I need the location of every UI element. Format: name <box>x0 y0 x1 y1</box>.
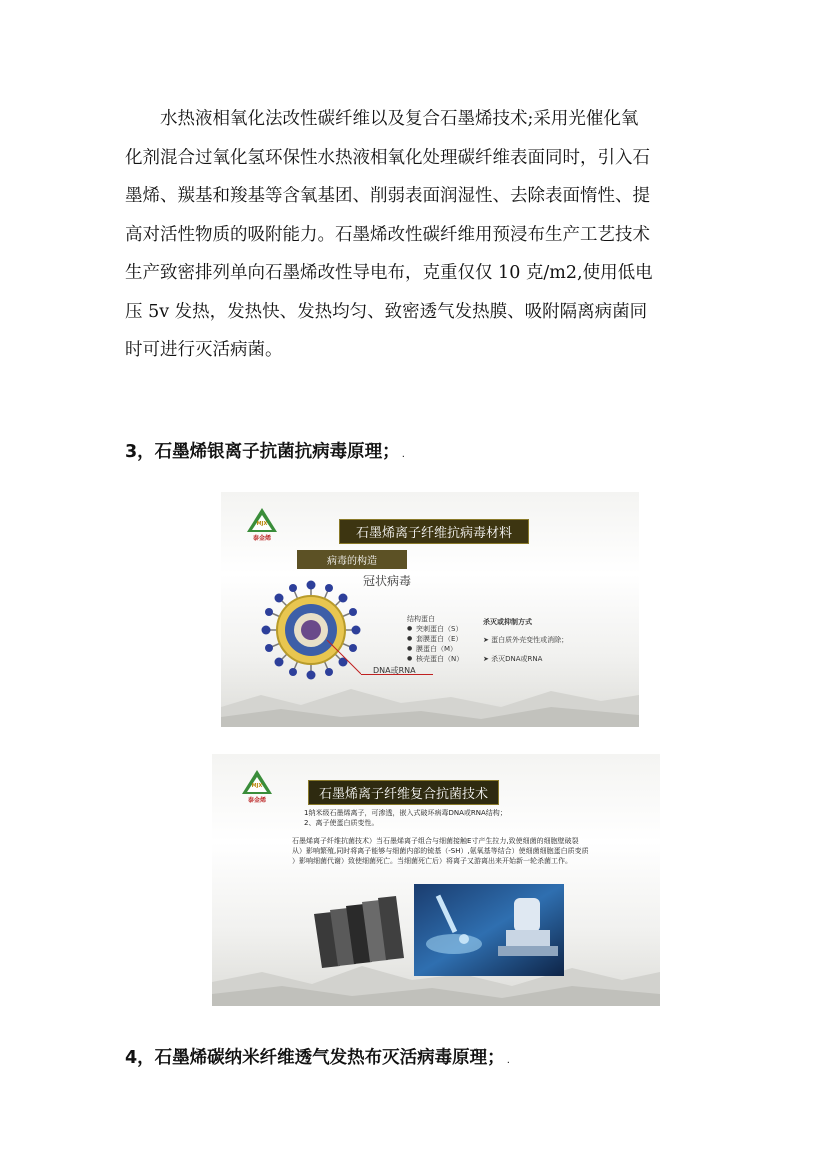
structure-item: ● 核壳蛋白（N） <box>416 654 463 664</box>
heading-text: 4，石墨烯碳纳米纤维透气发热布灭活病毒原理； <box>125 1048 505 1068</box>
section-heading-4 <box>125 1044 510 1069</box>
structure-list <box>407 614 463 664</box>
graphene-fabric-photo <box>310 894 410 970</box>
logo-text: 泰金烯 <box>247 797 266 804</box>
heading-mark: . <box>401 449 405 460</box>
point-item: 1纳米级石墨烯离子，可渗透，嵌入式破坏病毒DNA或RNA结构； <box>304 809 507 817</box>
slide-virus-structure <box>221 492 639 727</box>
mechanism-text: 石墨烯离子纤维抗菌技术）当石墨烯离子组合与细菌接触E寸产生拉力,致使细菌的细胞壁破裂 从）影响繁殖,同时将离子能够与细菌内部的锍基（-SH）,氨氧基等结合）使细菌细胞蛋白质变质 ）影响细菌代谢）致使细菌死亡。当细菌死亡后）将离子又游离出来开始新一轮杀菌工作。 <box>292 837 589 865</box>
coronavirus-illustration <box>261 580 361 680</box>
slide-sub-banner: 病毒的构造 <box>297 550 407 569</box>
company-logo: MJX 泰金烯 <box>242 770 272 804</box>
heading-mark: . <box>506 1055 510 1066</box>
kill-item: ➤ 杀灭DNA或RNA <box>483 655 543 663</box>
paragraph-line: 高对活性物质的吸附能力。石墨烯改性碳纤维用预浸布生产工艺技术 <box>125 224 650 245</box>
kill-item: ➤ 蛋白质外壳变性或消除； <box>483 636 569 644</box>
logo-text: 泰金烯 <box>252 535 271 542</box>
paragraph-line: 时可进行灭活病菌。 <box>125 340 283 360</box>
paragraph-line: 压 5v 发热，发热快、发热均匀、致密透气发热膜、吸附隔离病菌同 <box>125 301 648 322</box>
paragraph-line: 化剂混合过氧化氢环保性水热液相氧化处理碳纤维表面同时，引入石 <box>125 147 650 168</box>
paragraph-line: 生产致密排列单向石墨烯改性导电布，克重仅仅 10 克/m2,使用低电 <box>125 263 653 283</box>
heading-text: 3，石墨烯银离子抗菌抗病毒原理； <box>125 442 400 462</box>
structure-item: ● 套膜蛋白（E） <box>416 634 463 644</box>
structure-title: 结构蛋白 <box>407 615 435 623</box>
dna-label: DNA或RNA <box>373 666 416 675</box>
kill-methods <box>483 617 568 664</box>
slide-banner: 石墨烯离子纤维抗病毒材料 <box>339 519 529 544</box>
paragraph-line: 水热液相氧化法改性碳纤维以及复合石墨烯技术;采用光催化氧 <box>160 109 639 129</box>
section-heading-3 <box>125 438 405 463</box>
microscope-lab-photo <box>414 884 564 976</box>
structure-item: ● 膜蛋白（M） <box>416 644 463 654</box>
slide-antibacterial-tech <box>212 754 660 1006</box>
paragraph-line: 墨烯、羰基和羧基等含氧基团、削弱表面润湿性、去除表面惰性、提 <box>125 186 650 206</box>
point-item: 2、离子使蛋白质变性。 <box>304 818 379 827</box>
body-paragraph <box>125 100 703 370</box>
mountain-backdrop <box>221 677 639 727</box>
kill-title: 杀灭或抑制方式 <box>483 618 532 626</box>
company-logo: MJX 泰金烯 <box>247 508 277 542</box>
slide-banner: 石墨烯离子纤维复合抗菌技术 <box>308 780 499 805</box>
virus-title: 冠状病毒 <box>363 574 412 588</box>
points-list <box>304 809 564 829</box>
structure-item: ● 突刺蛋白（S） <box>416 624 463 634</box>
